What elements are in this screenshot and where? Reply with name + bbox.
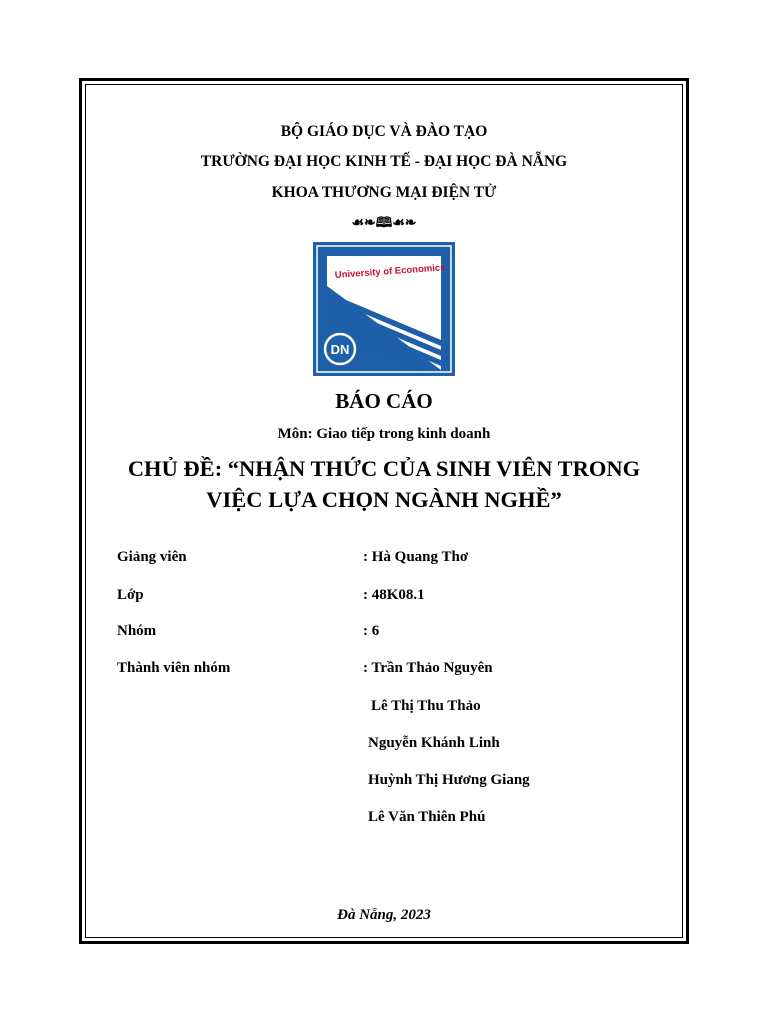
lecturer-value: : Hà Quang Thơ: [363, 549, 469, 565]
faculty-heading: KHOA THƯƠNG MẠI ĐIỆN TỬ: [271, 184, 497, 201]
subject-line: Môn: Giao tiếp trong kinh doanh: [277, 426, 491, 442]
topic-line-2: VIỆC LỰA CHỌN NGÀNH NGHỀ”: [206, 487, 562, 512]
class-value: : 48K08.1: [363, 587, 425, 603]
university-heading: TRƯỜNG ĐẠI HỌC KINH TẾ - ĐẠI HỌC ĐÀ NẴNG: [200, 153, 568, 170]
university-logo: [313, 242, 455, 376]
group-value: : 6: [363, 623, 380, 639]
member-name: Lê Văn Thiên Phú: [368, 809, 486, 825]
logo-text: University of Economics: [334, 262, 446, 281]
ornament-divider: ☙❧🕮☙❧: [351, 216, 417, 231]
members-label: Thành viên nhóm: [117, 660, 231, 676]
report-title: BÁO CÁO: [335, 389, 433, 413]
group-label: Nhóm: [117, 623, 157, 639]
member-name: Huỳnh Thị Hương Giang: [368, 772, 530, 788]
ministry-heading: BỘ GIÁO DỤC VÀ ĐÀO TẠO: [280, 123, 488, 140]
topic-line-1: CHỦ ĐỀ: “NHẬN THỨC CỦA SINH VIÊN TRONG: [127, 456, 641, 481]
member-name: Lê Thị Thu Thảo: [371, 698, 481, 714]
lecturer-label: Giảng viên: [117, 549, 187, 565]
member-name: : Trần Thảo Nguyên: [363, 660, 493, 676]
place-date: Đà Nẵng, 2023: [337, 907, 431, 923]
class-label: Lớp: [117, 587, 144, 603]
logo-monogram: DN: [330, 342, 350, 357]
member-name: Nguyễn Khánh Linh: [368, 735, 500, 751]
